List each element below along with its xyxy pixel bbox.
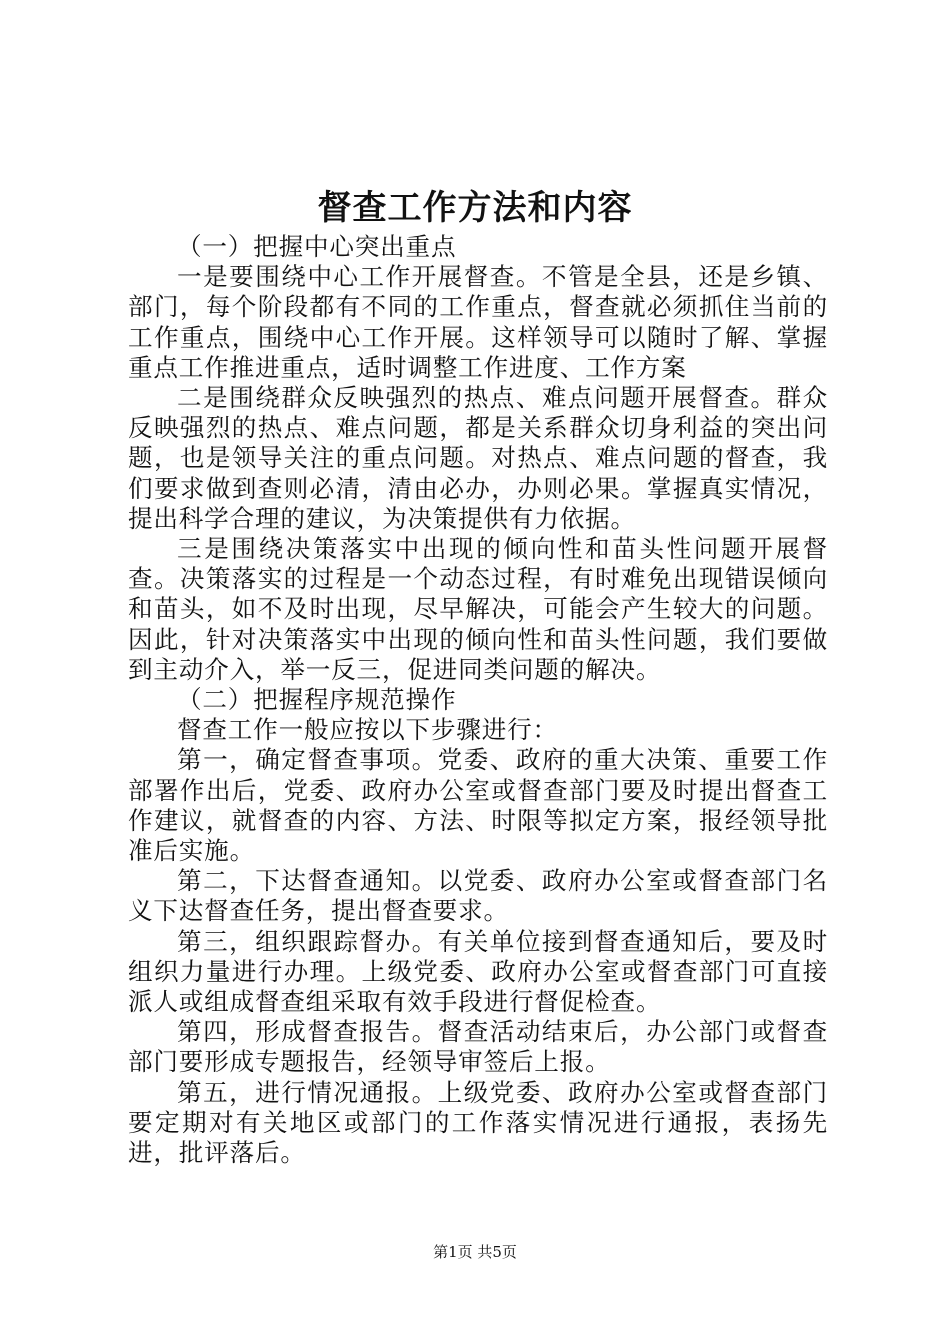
body-paragraph: 督查工作一般应按以下步骤进行： bbox=[177, 715, 558, 745]
step-paragraph-3: 第三，组织跟踪督办。有关单位接到督查通知后，要及时组织力量进行办理。上级党委、政府办公室或督查部门可直接派人或组成督查组采取有效手段进行督促检查。 bbox=[128, 926, 828, 1017]
section-heading-1: （一）把握中心突出重点 bbox=[177, 232, 457, 261]
body-paragraph: 一是要围绕中心工作开展督查。不管是全县，还是乡镇、部门，每个阶段都有不同的工作重点，督查就必须抓住当前的工作重点，围绕中心工作开展。这样领导可以随时了解、掌握重点工作推进重点，适时调整工作进度、工作方案 bbox=[128, 262, 828, 382]
page-number-footer: 第1页 共5页 bbox=[433, 1243, 517, 1261]
document-body bbox=[128, 232, 828, 1168]
step-paragraph-1: 第一，确定督查事项。党委、政府的重大决策、重要工作部署作出后，党委、政府办公室或督查部门要及时提出督查工作建议，就督查的内容、方法、时限等拟定方案，报经领导批准后实施。 bbox=[128, 745, 828, 866]
body-paragraph: 三是围绕决策落实中出现的倾向性和苗头性问题开展督查。决策落实的过程是一个动态过程，有时难免出现错误倾向和苗头，如不及时出现，尽早解决，可能会产生较大的问题。因此，针对决策落实中出现的倾向性和苗头性问题，我们要做到主动介入，举一反三，促进同类问题的解决。 bbox=[128, 534, 828, 684]
document-title: 督查工作方法和内容 bbox=[317, 188, 633, 228]
section-heading-2: （二）把握程序规范操作 bbox=[177, 685, 457, 715]
body-paragraph: 二是围绕群众反映强烈的热点、难点问题开展督查。群众反映强烈的热点、难点问题，都是关系群众切身利益的突出问题，也是领导关注的重点问题。对热点、难点问题的督查，我们要求做到查则必清，清由必办，办则必果。掌握真实情况，提出科学合理的建议，为决策提供有力依据。 bbox=[128, 383, 828, 533]
step-paragraph-4: 第四，形成督查报告。督查活动结束后，办公部门或督查部门要形成专题报告，经领导审签后上报。 bbox=[128, 1017, 828, 1077]
step-paragraph-2: 第二，下达督查通知。以党委、政府办公室或督查部门名义下达督查任务，提出督查要求。 bbox=[128, 866, 828, 926]
step-paragraph-5: 第五，进行情况通报。上级党委、政府办公室或督查部门要定期对有关地区或部门的工作落实情况进行通报，表扬先进，批评落后。 bbox=[128, 1077, 828, 1168]
